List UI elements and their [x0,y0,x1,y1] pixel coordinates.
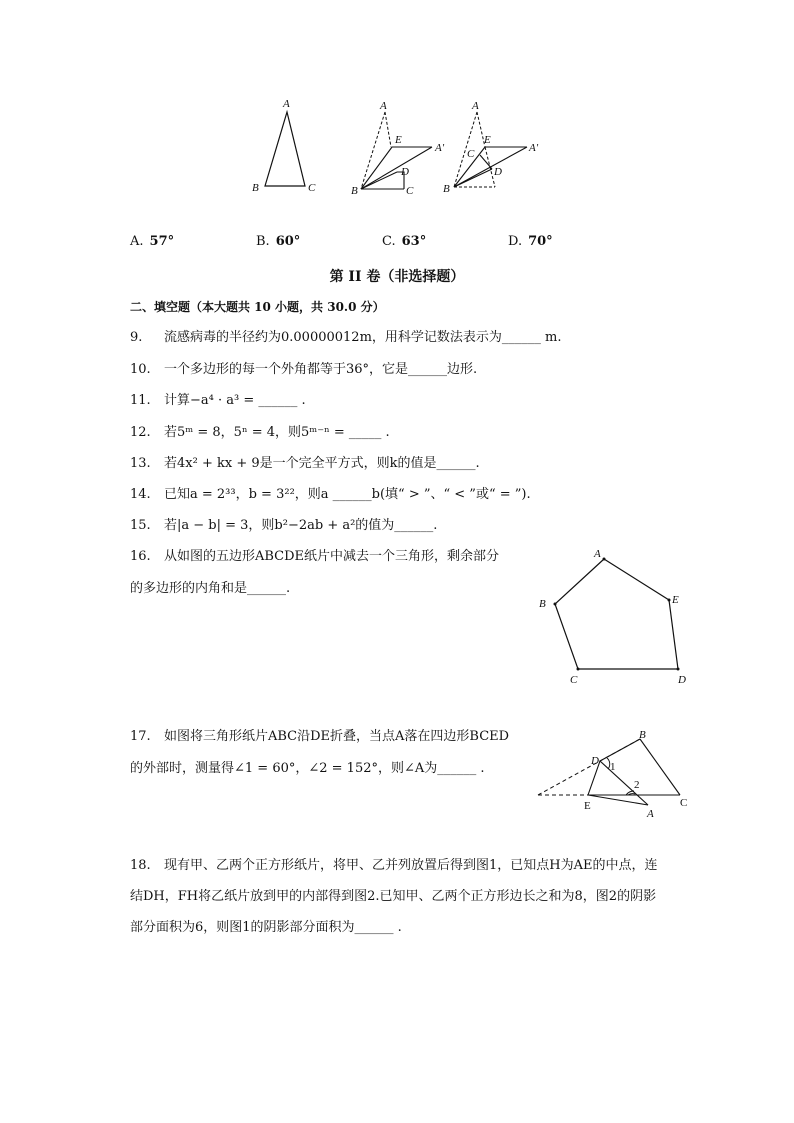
label-C: C [467,148,475,160]
label-B: B [443,183,450,195]
option-d[interactable]: D. 70° [508,234,553,249]
option-a[interactable]: A. 57° [130,234,175,249]
question-16-line-2: 的多边形的内角和是______. [130,581,291,596]
label-D: D [401,166,409,178]
label-A: A [380,100,387,112]
label-B: B [639,729,646,741]
question-10: 10. 一个多边形的每一个外角都等于36°，它是______边形. [130,362,478,377]
label-B: B [252,182,259,194]
label-A-prime: A′ [529,142,539,154]
question-14: 14. 已知a = 2³³，b = 3²²，则a ______b(填“ > ”、“ < ”或“ = ”). [130,487,531,502]
question-9: 9. 流感病毒的半径约为0.00000012m，用科学记数法表示为______ m. [130,330,562,345]
fold-triangle-figures [240,95,560,205]
label-C: C [308,182,316,194]
option-b[interactable]: B. 60° [256,234,301,249]
question-13: 13. 若4x² + kx + 9是一个完全平方式，则k的值是______. [130,456,480,471]
label-D: D [591,755,599,767]
question-18-line-2: 结DH，FH将乙纸片放到甲的内部得到图2.已知甲、乙两个正方形边长之和为8，图2的阴影 [130,889,657,904]
label-A: A [594,548,601,560]
label-E: E [395,134,402,146]
label-C: C [570,674,578,686]
question-17-line-2: 的外部时，测量得∠1 = 60°，∠2 = 152°，则∠A为______ . [130,761,485,776]
label-A: A [283,98,290,110]
label-E: E [584,800,591,812]
label-angle-1: 1 [610,761,616,773]
label-angle-2: 2 [634,779,640,791]
question-18-line-3: 部分面积为6，则图1的阴影部分面积为______ . [130,920,402,935]
label-A-prime: A′ [435,142,445,154]
label-C: C [406,185,414,197]
triangle-figure-1 [252,98,316,194]
question-17-line-1: 17. 如图将三角形纸片ABC沿DE折叠，当点A落在四边形BCED [130,729,510,744]
option-c[interactable]: C. 63° [382,234,427,249]
question-15: 15. 若|a − b| = 3，则b²−2ab + a²的值为______. [130,518,438,533]
question-18-line-1: 18. 现有甲、乙两个正方形纸片，将甲、乙并列放置后得到图1，已知点H为AE的中点，连 [130,858,658,873]
label-A: A [472,100,479,112]
folded-triangle-figure [530,725,700,825]
label-D: D [678,674,686,686]
section-title: 第 II 卷（非选择题） [329,269,465,285]
question-12: 12. 若5ᵐ = 8，5ⁿ = 4，则5ᵐ⁻ⁿ = _____ . [130,425,390,440]
triangle-figure-2 [351,100,445,197]
question-11: 11. 计算−a⁴ · a³ = ______ . [130,393,306,408]
pentagon-figure [530,545,700,690]
label-B: B [351,185,358,197]
label-E: E [484,134,491,146]
triangle-figure-3 [443,100,539,195]
label-E: E [672,594,679,606]
answer-options [130,234,690,254]
label-C: C [680,797,688,809]
question-16-line-1: 16. 从如图的五边形ABCDE纸片中减去一个三角形，剩余部分 [130,549,500,564]
label-A: A [647,808,654,820]
label-B: B [539,598,546,610]
section-heading: 二、填空题（本大题共 10 小题，共 30.0 分） [130,300,385,314]
label-D: D [494,166,502,178]
